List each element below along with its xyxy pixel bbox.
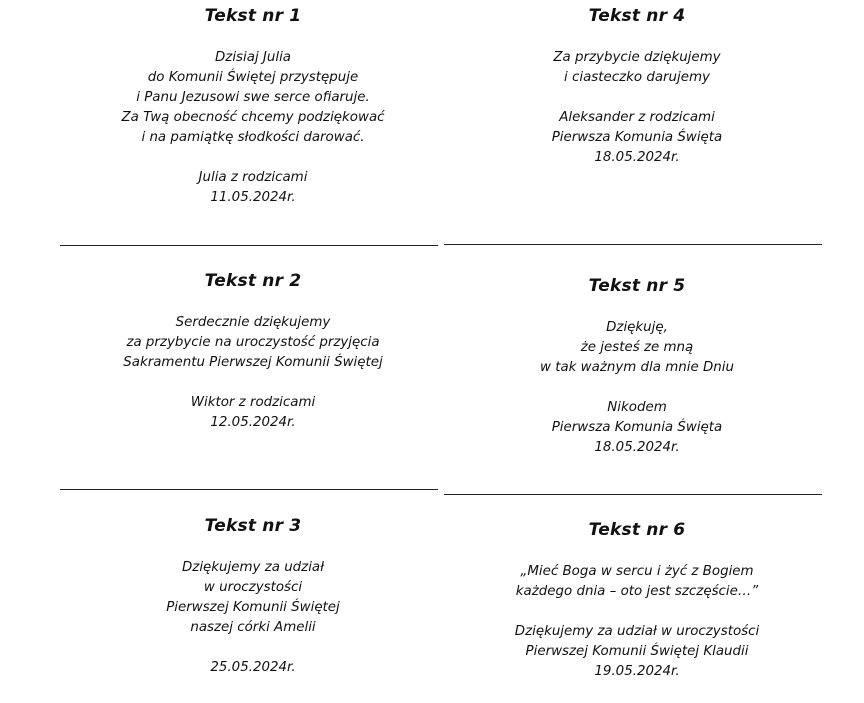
- text-line: naszej córki Amelii: [190, 620, 316, 635]
- text-line: Za Twą obecność chcemy podziękować: [121, 110, 385, 125]
- text-line: Sakramentu Pierwszej Komunii Świętej: [123, 355, 383, 370]
- text-title: Tekst nr 6: [588, 520, 686, 540]
- divider-right-1: [444, 244, 822, 245]
- text-line: 25.05.2024r.: [210, 660, 296, 675]
- text-line: za przybycie na uroczystość przyjęcia: [126, 335, 380, 350]
- text-line: 18.05.2024r.: [594, 440, 680, 455]
- text-body: [442, 562, 832, 682]
- divider-right-2: [444, 494, 822, 495]
- text-line: każdego dnia – oto jest szczęście…”: [515, 584, 759, 599]
- text-title: Tekst nr 5: [588, 276, 686, 296]
- text-line: i na pamiątkę słodkości darować.: [141, 130, 365, 145]
- text-block-3: [58, 516, 448, 678]
- text-line: „Mieć Boga w sercu i żyć z Bogiem: [520, 564, 754, 579]
- text-line: 12.05.2024r.: [210, 415, 296, 430]
- text-body: [58, 313, 448, 433]
- text-title: Tekst nr 2: [204, 271, 302, 291]
- text-line: Aleksander z rodzicami: [559, 110, 715, 125]
- text-line: Julia z rodzicami: [198, 170, 308, 185]
- divider-left-2: [60, 489, 438, 490]
- text-block-4: [442, 6, 832, 168]
- text-line: Dziękuję,: [606, 320, 668, 335]
- text-title: Tekst nr 1: [204, 6, 302, 26]
- text-line: Dziękujemy za udział: [181, 560, 324, 575]
- text-line: [442, 378, 832, 398]
- text-body: [58, 558, 448, 678]
- text-body: [442, 48, 832, 168]
- text-line: 18.05.2024r.: [594, 150, 680, 165]
- text-block-5: [442, 276, 832, 458]
- text-line: Serdecznie dziękujemy: [175, 315, 331, 330]
- text-line: [58, 148, 448, 168]
- text-line: 19.05.2024r.: [594, 664, 680, 679]
- text-line: [58, 373, 448, 393]
- text-line: i Panu Jezusowi swe serce ofiaruje.: [136, 90, 370, 105]
- text-line: Pierwszej Komunii Świętej: [166, 600, 340, 615]
- text-line: Za przybycie dziękujemy: [553, 50, 721, 65]
- text-line: do Komunii Świętej przystępuje: [147, 70, 359, 85]
- divider-left-1: [60, 245, 438, 246]
- text-line: Dzisiaj Julia: [214, 50, 292, 65]
- text-block-2: [58, 271, 448, 433]
- text-line: Pierwsza Komunia Święta: [551, 130, 723, 145]
- text-body: [442, 318, 832, 458]
- text-line: Nikodem: [607, 400, 667, 415]
- text-block-6: [442, 520, 832, 682]
- text-line: w uroczystości: [203, 580, 303, 595]
- text-line: Dziękujemy za udział w uroczystości: [514, 624, 760, 639]
- text-line: że jesteś ze mną: [580, 340, 694, 355]
- text-line: i ciasteczko darujemy: [564, 70, 710, 85]
- text-line: 11.05.2024r.: [210, 190, 296, 205]
- text-line: Wiktor z rodzicami: [190, 395, 316, 410]
- text-line: Pierwszej Komunii Świętej Klaudii: [525, 644, 749, 659]
- text-body: [58, 48, 448, 208]
- text-line: [442, 602, 832, 622]
- text-line: [58, 638, 448, 658]
- text-line: w tak ważnym dla mnie Dniu: [539, 360, 734, 375]
- text-block-1: [58, 6, 448, 208]
- text-title: Tekst nr 4: [588, 6, 686, 26]
- text-line: [442, 88, 832, 108]
- text-title: Tekst nr 3: [204, 516, 302, 536]
- text-line: Pierwsza Komunia Święta: [551, 420, 723, 435]
